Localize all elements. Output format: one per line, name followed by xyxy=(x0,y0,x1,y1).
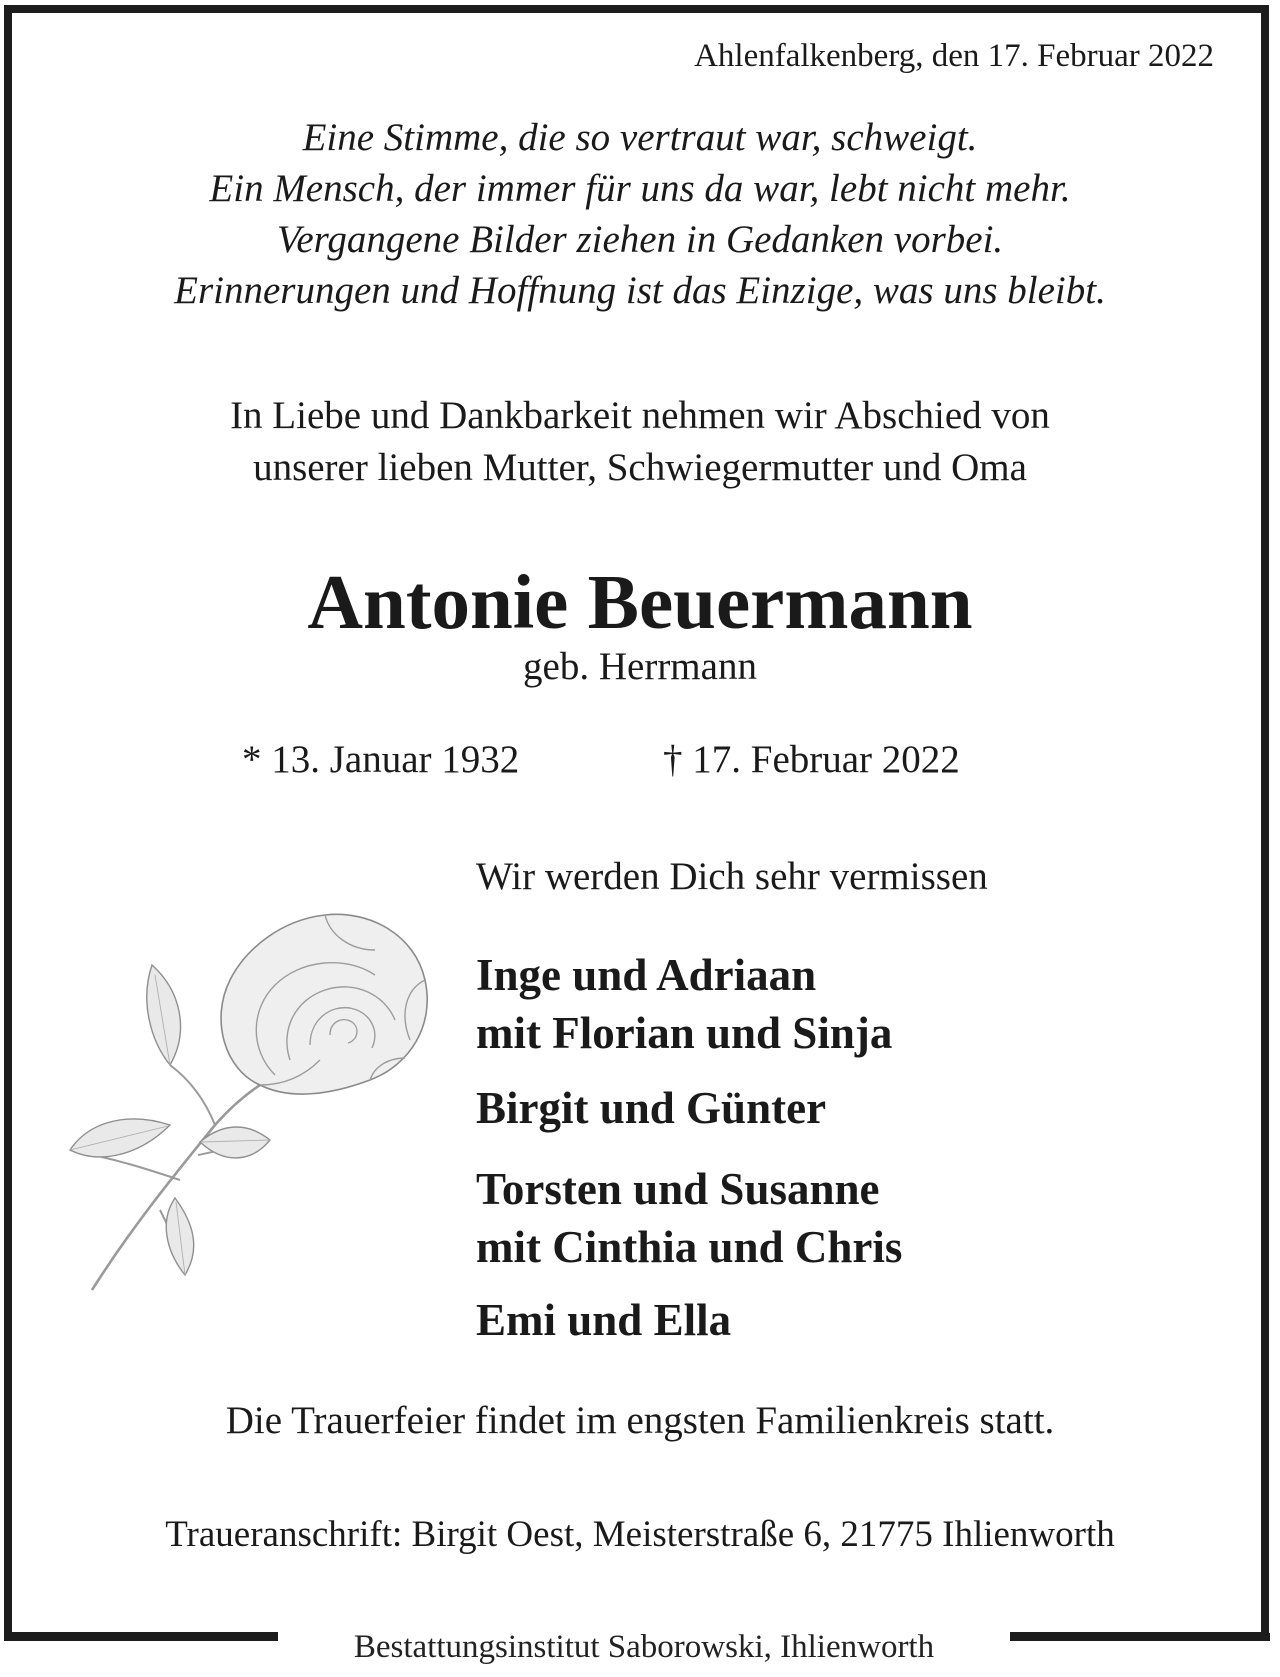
intro-line: In Liebe und Dankbarkeit nehmen wir Abschied von xyxy=(230,394,1050,437)
poem xyxy=(0,112,1280,316)
rose-illustration-icon xyxy=(30,880,450,1300)
mourner-line: mit Cinthia und Chris xyxy=(476,1222,903,1272)
bottom-border-left xyxy=(4,1633,278,1641)
intro-line: unserer lieben Mutter, Schwiegermutter und Oma xyxy=(253,446,1027,489)
death-date: † 17. Februar 2022 xyxy=(663,738,960,781)
place-date: Ahlenfalkenberg, den 17. Februar 2022 xyxy=(694,38,1214,74)
mourner-line: Emi und Ella xyxy=(476,1295,732,1345)
mourner-group xyxy=(476,946,892,1062)
funeral-home-footer: Bestattungsinstitut Saborowski, Ihlienworth xyxy=(353,1629,935,1665)
birth-name: geb. Herrmann xyxy=(523,645,757,688)
bottom-border-right xyxy=(1010,1633,1270,1641)
birth-date: * 13. Januar 1932 xyxy=(242,738,520,781)
mourner-line: Inge und Adriaan xyxy=(476,950,817,1000)
poem-line: Ein Mensch, der immer für uns da war, lebt nicht mehr. xyxy=(209,167,1071,210)
mourners-intro: Wir werden Dich sehr vermissen xyxy=(476,855,988,898)
poem-line: Eine Stimme, die so vertraut war, schweigt. xyxy=(302,116,978,159)
poem-line: Vergangene Bilder ziehen in Gedanken vorbei. xyxy=(276,218,1004,261)
deceased-name: Antonie Beuermann xyxy=(307,559,973,645)
farewell-intro xyxy=(0,390,1280,494)
mourner-group xyxy=(476,1291,731,1349)
mourner-group xyxy=(476,1079,826,1137)
poem-line: Erinnerungen und Hoffnung ist das Einzige, was uns bleibt. xyxy=(174,269,1106,312)
mourner-line: mit Florian und Sinja xyxy=(476,1008,893,1058)
mourner-line: Birgit und Günter xyxy=(476,1083,827,1133)
mourner-line: Torsten und Susanne xyxy=(476,1164,880,1214)
mourner-group xyxy=(476,1160,902,1276)
mourning-address: Traueranschrift: Birgit Oest, Meisterstraße 6, 21775 Ihlienworth xyxy=(165,1514,1115,1555)
ceremony-note: Die Trauerfeier findet im engsten Familienkreis statt. xyxy=(225,1399,1055,1442)
